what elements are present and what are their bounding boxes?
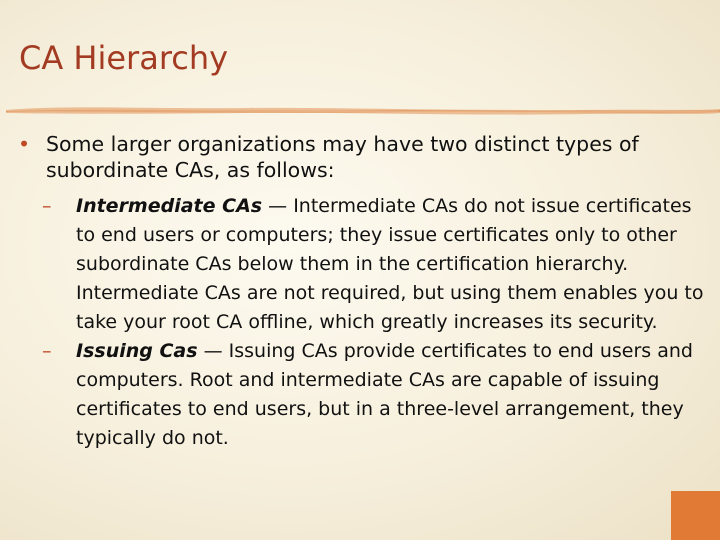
corner-accent-block <box>671 491 720 540</box>
slide-title: CA Hierarchy <box>19 39 229 77</box>
slide-content <box>18 128 708 453</box>
sub-bullet-marker: – <box>42 195 52 217</box>
term-separator: — <box>197 340 229 362</box>
main-bullet <box>18 131 708 183</box>
sub-bullet-text: Issuing CAs provide certificates to end users and computers. Root and intermediate CAs are capable of issuing certificates to end users, but in a three-level arrangement, they typically do not. <box>76 340 693 449</box>
term-issuing-cas: Issuing Cas <box>76 340 198 362</box>
bullet-marker: • <box>18 132 31 156</box>
sub-bullet-intermediate <box>18 192 708 337</box>
term-intermediate-cas: Intermediate CAs <box>76 195 263 217</box>
title-divider <box>6 100 720 124</box>
sub-bullet-issuing <box>18 337 708 453</box>
sub-bullet-marker: – <box>42 340 52 362</box>
main-bullet-text: Some larger organizations may have two distinct types of subordinate CAs, as follows: <box>46 132 639 182</box>
sub-bullet-list <box>18 192 708 453</box>
term-separator: — <box>262 195 294 217</box>
sub-bullet-text: Intermediate CAs do not issue certificates to end users or computers; they issue certificates only to other subordinate CAs below them in the certification hierarchy. Intermediate CAs are not required, but using them enables you to take your root CA offline, which greatly increases its security. <box>76 195 704 333</box>
